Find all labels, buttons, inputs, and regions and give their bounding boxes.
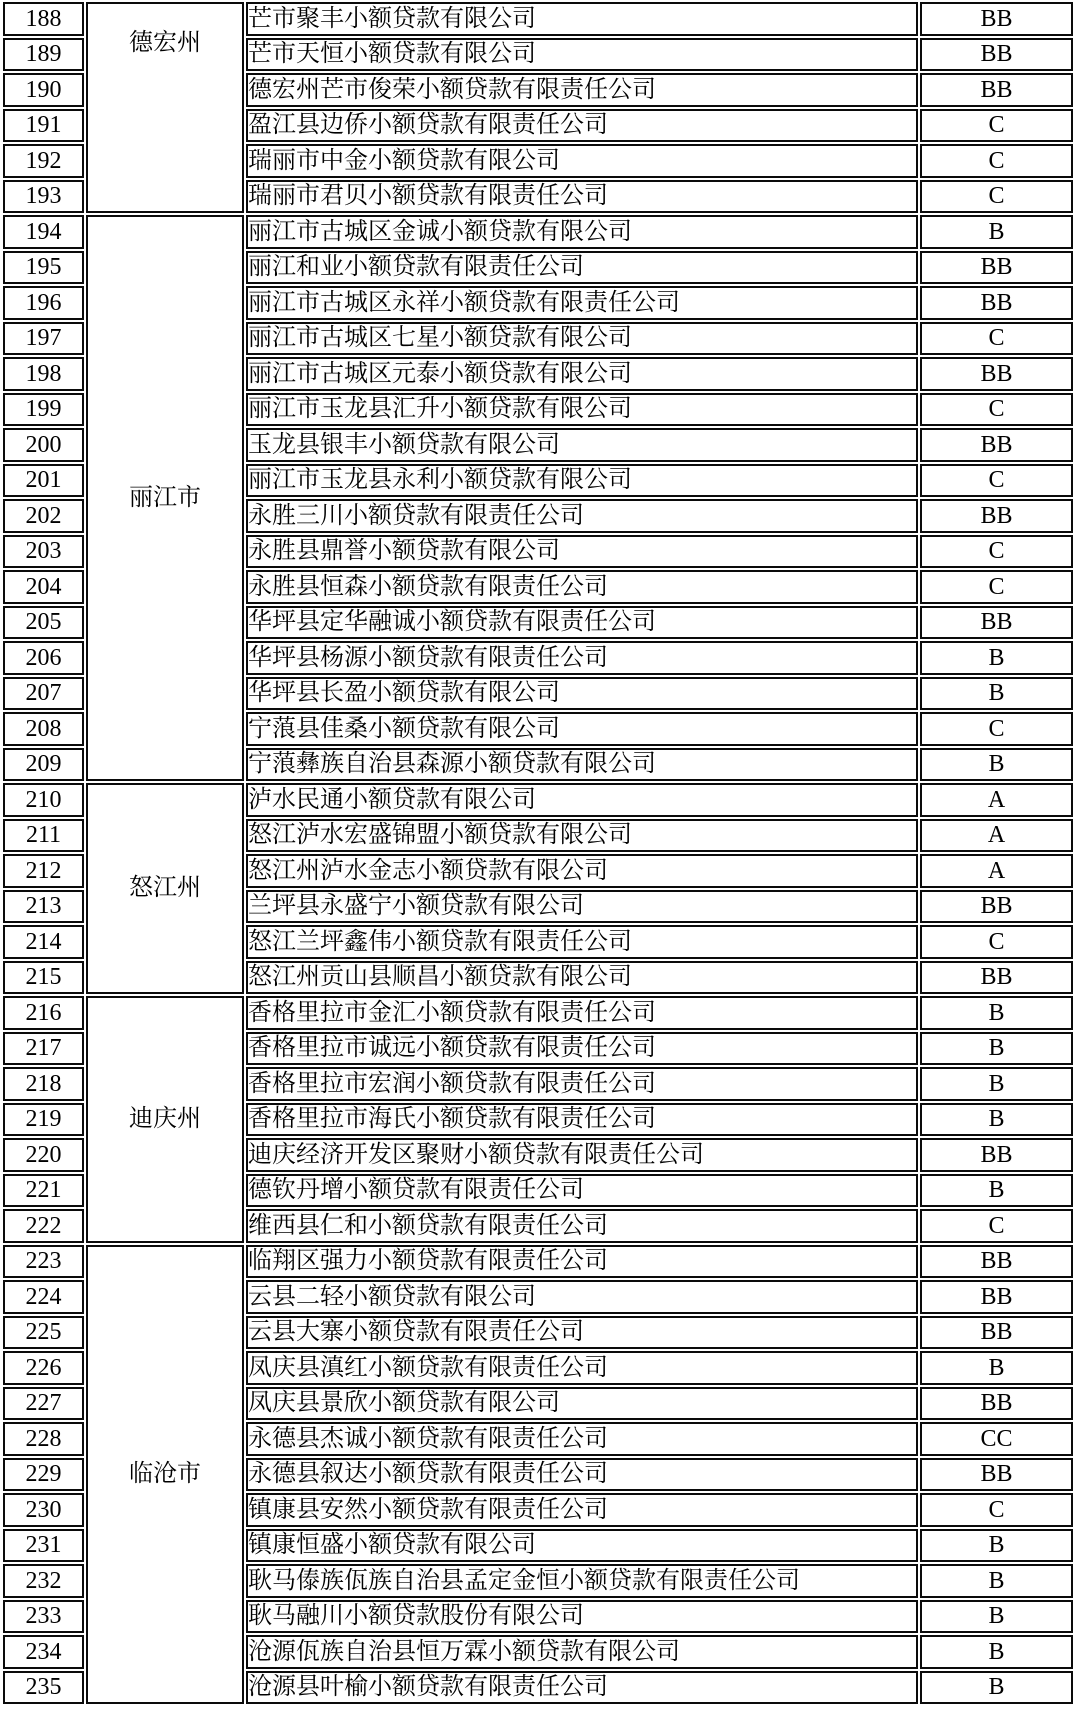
rating-cell: A xyxy=(920,783,1073,817)
row-number-cell: 206 xyxy=(3,641,84,675)
row-number-cell: 226 xyxy=(3,1351,84,1385)
company-name-cell: 凤庆县景欣小额贷款有限公司 xyxy=(246,1387,918,1421)
row-number-cell: 230 xyxy=(3,1493,84,1527)
company-name-cell: 宁蒗县佳桑小额贷款有限公司 xyxy=(246,712,918,746)
table-row xyxy=(3,2,1073,36)
row-number-cell: 198 xyxy=(3,357,84,391)
row-number-cell: 225 xyxy=(3,1316,84,1350)
region-label: 临沧市 xyxy=(129,1461,201,1488)
row-number-cell: 205 xyxy=(3,606,84,640)
row-number-cell: 195 xyxy=(3,251,84,285)
row-number-cell: 218 xyxy=(3,1067,84,1101)
company-name-cell: 丽江市古城区元泰小额贷款有限公司 xyxy=(246,357,918,391)
ratings-table-body xyxy=(3,2,1073,1704)
rating-cell: C xyxy=(920,393,1073,427)
company-name-cell: 永德县叙达小额贷款有限责任公司 xyxy=(246,1458,918,1492)
company-name-cell: 瑞丽市君贝小额贷款有限责任公司 xyxy=(246,180,918,214)
company-name-cell: 永胜县恒森小额贷款有限责任公司 xyxy=(246,570,918,604)
region-cell xyxy=(86,996,244,1243)
row-number-cell: 208 xyxy=(3,712,84,746)
company-name-cell: 盈江县边侨小额贷款有限责任公司 xyxy=(246,109,918,143)
row-number-cell: 202 xyxy=(3,499,84,533)
row-number-cell: 220 xyxy=(3,1138,84,1172)
company-name-cell: 德钦丹增小额贷款有限责任公司 xyxy=(246,1174,918,1208)
row-number-cell: 229 xyxy=(3,1458,84,1492)
row-number-cell: 233 xyxy=(3,1600,84,1634)
rating-cell: B xyxy=(920,1351,1073,1385)
row-number-cell: 190 xyxy=(3,73,84,107)
rating-cell: BB xyxy=(920,1458,1073,1492)
row-number-cell: 232 xyxy=(3,1564,84,1598)
company-name-cell: 丽江市玉龙县汇升小额贷款有限公司 xyxy=(246,393,918,427)
company-name-cell: 凤庆县滇红小额贷款有限责任公司 xyxy=(246,1351,918,1385)
row-number-cell: 194 xyxy=(3,215,84,249)
rating-cell: B xyxy=(920,1671,1073,1705)
company-name-cell: 丽江市古城区金诚小额贷款有限公司 xyxy=(246,215,918,249)
row-number-cell: 211 xyxy=(3,819,84,853)
region-label: 丽江市 xyxy=(129,484,201,511)
table-row xyxy=(3,996,1073,1030)
rating-cell: B xyxy=(920,215,1073,249)
row-number-cell: 214 xyxy=(3,925,84,959)
rating-cell: B xyxy=(920,1032,1073,1066)
row-number-cell: 224 xyxy=(3,1280,84,1314)
company-name-cell: 丽江市古城区永祥小额贷款有限责任公司 xyxy=(246,286,918,320)
company-name-cell: 德宏州芒市俊荣小额贷款有限责任公司 xyxy=(246,73,918,107)
company-name-cell: 怒江州贡山县顺昌小额贷款有限公司 xyxy=(246,961,918,995)
rating-cell: BB xyxy=(920,1387,1073,1421)
company-name-cell: 沧源佤族自治县恒万霖小额贷款有限公司 xyxy=(246,1635,918,1669)
rating-cell: BB xyxy=(920,1245,1073,1279)
rating-cell: C xyxy=(920,322,1073,356)
row-number-cell: 204 xyxy=(3,570,84,604)
row-number-cell: 212 xyxy=(3,854,84,888)
company-name-cell: 临翔区强力小额贷款有限责任公司 xyxy=(246,1245,918,1279)
row-number-cell: 223 xyxy=(3,1245,84,1279)
rating-cell: A xyxy=(920,854,1073,888)
row-number-cell: 203 xyxy=(3,535,84,569)
company-name-cell: 迪庆经济开发区聚财小额贷款有限责任公司 xyxy=(246,1138,918,1172)
region-label: 怒江州 xyxy=(129,875,201,902)
rating-cell: BB xyxy=(920,499,1073,533)
company-name-cell: 沧源县叶榆小额贷款有限责任公司 xyxy=(246,1671,918,1705)
row-number-cell: 200 xyxy=(3,428,84,462)
row-number-cell: 234 xyxy=(3,1635,84,1669)
company-name-cell: 香格里拉市海氏小额贷款有限责任公司 xyxy=(246,1103,918,1137)
region-cell xyxy=(86,215,244,781)
rating-cell: BB xyxy=(920,890,1073,924)
company-name-cell: 芒市聚丰小额贷款有限公司 xyxy=(246,2,918,36)
row-number-cell: 231 xyxy=(3,1529,84,1563)
rating-cell: C xyxy=(920,1493,1073,1527)
rating-cell: B xyxy=(920,1600,1073,1634)
row-number-cell: 217 xyxy=(3,1032,84,1066)
company-name-cell: 云县二轻小额贷款有限公司 xyxy=(246,1280,918,1314)
company-name-cell: 华坪县杨源小额贷款有限责任公司 xyxy=(246,641,918,675)
company-name-cell: 兰坪县永盛宁小额贷款有限公司 xyxy=(246,890,918,924)
rating-cell: B xyxy=(920,641,1073,675)
rating-cell: C xyxy=(920,464,1073,498)
row-number-cell: 189 xyxy=(3,38,84,72)
company-name-cell: 瑞丽市中金小额贷款有限公司 xyxy=(246,144,918,178)
rating-cell: BB xyxy=(920,73,1073,107)
rating-cell: BB xyxy=(920,38,1073,72)
rating-cell: C xyxy=(920,925,1073,959)
rating-cell: C xyxy=(920,144,1073,178)
ratings-table xyxy=(1,0,1075,1706)
rating-cell: C xyxy=(920,712,1073,746)
rating-cell: B xyxy=(920,1067,1073,1101)
rating-cell: B xyxy=(920,1103,1073,1137)
rating-cell: BB xyxy=(920,606,1073,640)
company-name-cell: 维西县仁和小额贷款有限责任公司 xyxy=(246,1209,918,1243)
rating-cell: C xyxy=(920,570,1073,604)
company-name-cell: 丽江和业小额贷款有限责任公司 xyxy=(246,251,918,285)
row-number-cell: 210 xyxy=(3,783,84,817)
company-name-cell: 耿马傣族佤族自治县孟定金恒小额贷款有限责任公司 xyxy=(246,1564,918,1598)
rating-cell: B xyxy=(920,1529,1073,1563)
company-name-cell: 怒江兰坪鑫伟小额贷款有限责任公司 xyxy=(246,925,918,959)
region-label: 迪庆州 xyxy=(129,1106,201,1133)
region-cell xyxy=(86,1245,244,1705)
rating-cell: B xyxy=(920,748,1073,782)
row-number-cell: 191 xyxy=(3,109,84,143)
row-number-cell: 199 xyxy=(3,393,84,427)
table-row xyxy=(3,783,1073,817)
company-name-cell: 宁蒗彝族自治县森源小额贷款有限公司 xyxy=(246,748,918,782)
row-number-cell: 197 xyxy=(3,322,84,356)
rating-cell: B xyxy=(920,996,1073,1030)
company-name-cell: 泸水民通小额贷款有限公司 xyxy=(246,783,918,817)
rating-cell: A xyxy=(920,819,1073,853)
company-name-cell: 芒市天恒小额贷款有限公司 xyxy=(246,38,918,72)
row-number-cell: 192 xyxy=(3,144,84,178)
row-number-cell: 207 xyxy=(3,677,84,711)
rating-cell: BB xyxy=(920,251,1073,285)
rating-cell: B xyxy=(920,1564,1073,1598)
row-number-cell: 215 xyxy=(3,961,84,995)
rating-cell: BB xyxy=(920,357,1073,391)
company-name-cell: 丽江市玉龙县永利小额贷款有限公司 xyxy=(246,464,918,498)
rating-cell: BB xyxy=(920,1316,1073,1350)
row-number-cell: 188 xyxy=(3,2,84,36)
region-label: 德宏州 xyxy=(129,30,201,56)
rating-cell: C xyxy=(920,535,1073,569)
rating-cell: B xyxy=(920,677,1073,711)
region-cell xyxy=(86,783,244,994)
rating-cell: BB xyxy=(920,428,1073,462)
company-name-cell: 耿马融川小额贷款股份有限公司 xyxy=(246,1600,918,1634)
row-number-cell: 222 xyxy=(3,1209,84,1243)
row-number-cell: 219 xyxy=(3,1103,84,1137)
table-row xyxy=(3,1245,1073,1279)
row-number-cell: 228 xyxy=(3,1422,84,1456)
row-number-cell: 196 xyxy=(3,286,84,320)
row-number-cell: 201 xyxy=(3,464,84,498)
company-name-cell: 玉龙县银丰小额贷款有限公司 xyxy=(246,428,918,462)
row-number-cell: 216 xyxy=(3,996,84,1030)
company-name-cell: 怒江泸水宏盛锦盟小额贷款有限公司 xyxy=(246,819,918,853)
company-name-cell: 云县大寨小额贷款有限责任公司 xyxy=(246,1316,918,1350)
row-number-cell: 235 xyxy=(3,1671,84,1705)
row-number-cell: 213 xyxy=(3,890,84,924)
row-number-cell: 221 xyxy=(3,1174,84,1208)
rating-cell: BB xyxy=(920,1280,1073,1314)
rating-cell: BB xyxy=(920,1138,1073,1172)
company-name-cell: 镇康县安然小额贷款有限责任公司 xyxy=(246,1493,918,1527)
company-name-cell: 镇康恒盛小额贷款有限公司 xyxy=(246,1529,918,1563)
row-number-cell: 227 xyxy=(3,1387,84,1421)
row-number-cell: 193 xyxy=(3,180,84,214)
rating-cell: CC xyxy=(920,1422,1073,1456)
company-name-cell: 华坪县长盈小额贷款有限公司 xyxy=(246,677,918,711)
rating-cell: BB xyxy=(920,961,1073,995)
company-name-cell: 怒江州泸水金志小额贷款有限公司 xyxy=(246,854,918,888)
region-cell xyxy=(86,2,244,213)
company-name-cell: 永胜县鼎誉小额贷款有限公司 xyxy=(246,535,918,569)
company-name-cell: 丽江市古城区七星小额贷款有限公司 xyxy=(246,322,918,356)
rating-cell: C xyxy=(920,109,1073,143)
rating-cell: BB xyxy=(920,286,1073,320)
company-name-cell: 华坪县定华融诚小额贷款有限责任公司 xyxy=(246,606,918,640)
company-name-cell: 香格里拉市诚远小额贷款有限责任公司 xyxy=(246,1032,918,1066)
rating-cell: B xyxy=(920,1635,1073,1669)
rating-cell: B xyxy=(920,1174,1073,1208)
company-name-cell: 永德县杰诚小额贷款有限责任公司 xyxy=(246,1422,918,1456)
table-row xyxy=(3,215,1073,249)
rating-cell: C xyxy=(920,1209,1073,1243)
company-name-cell: 永胜三川小额贷款有限责任公司 xyxy=(246,499,918,533)
row-number-cell: 209 xyxy=(3,748,84,782)
company-name-cell: 香格里拉市宏润小额贷款有限责任公司 xyxy=(246,1067,918,1101)
rating-cell: C xyxy=(920,180,1073,214)
rating-cell: BB xyxy=(920,2,1073,36)
company-name-cell: 香格里拉市金汇小额贷款有限责任公司 xyxy=(246,996,918,1030)
